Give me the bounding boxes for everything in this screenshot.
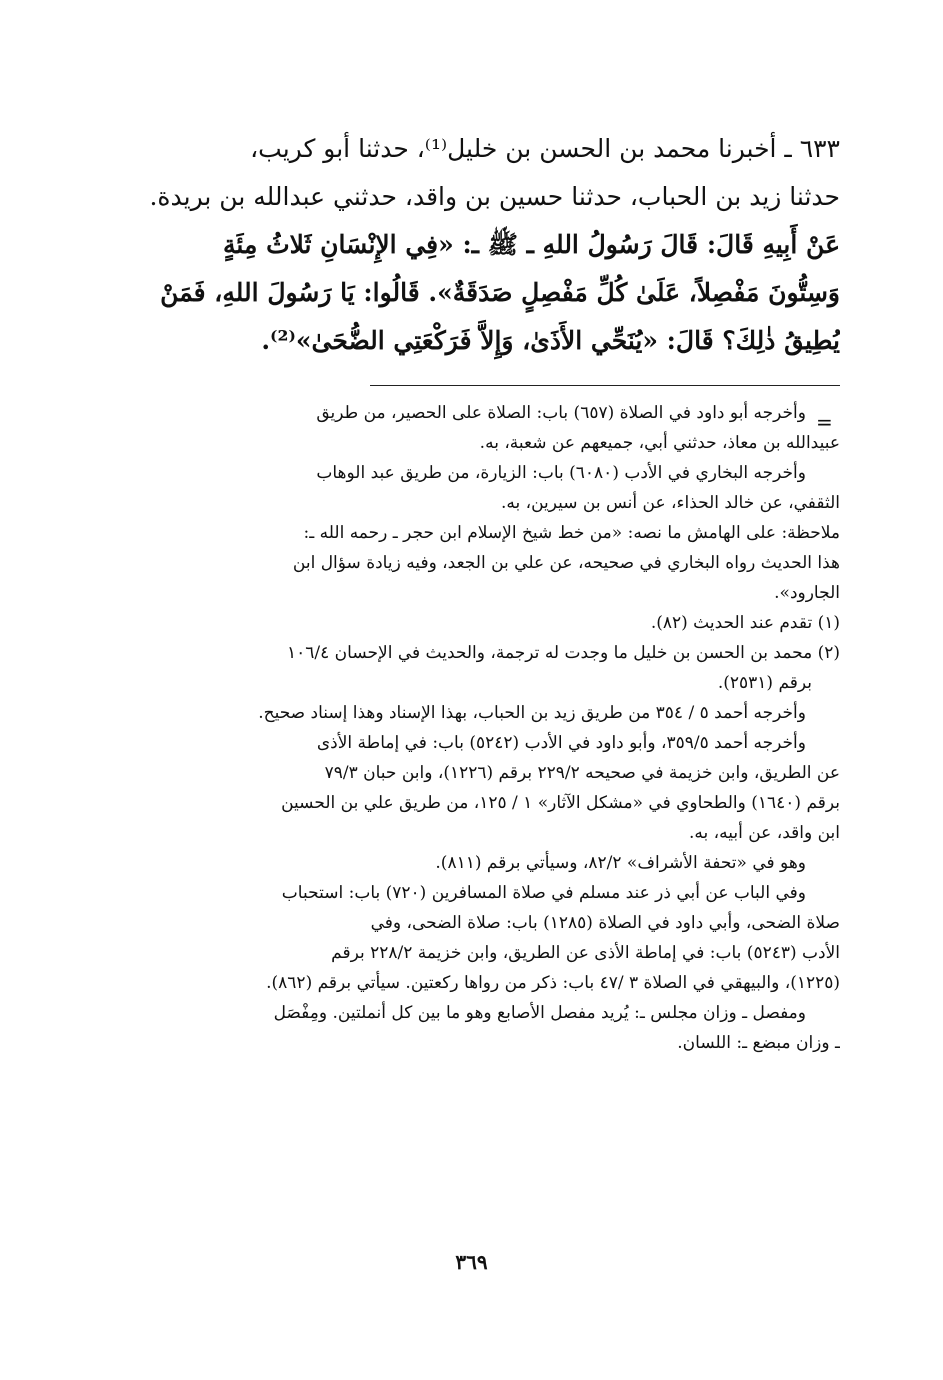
- note-line: وأخرجه البخاري في الأدب (٦٠٨٠) باب: الزيارة، من طريق عبد الوهاب: [316, 463, 806, 483]
- note-line: الثقفي، عن خالد الحذاء، عن أنس بن سيرين، به.: [500, 493, 840, 513]
- note-line: صلاة الضحى، وأبي داود في الصلاة (١٢٨٥) باب: صلاة الضحى، وفي: [370, 913, 840, 933]
- hadith-matn-line: وَسِتُّونَ مَفْصِلاً، عَلَىٰ كُلِّ مَفْصِلٍ صَدَقَةٌ». قَالُوا: يَا رَسُولَ اللهِ، فَمَنْ: [160, 278, 840, 307]
- note-line: وأخرجه أحمد ٥ / ٣٥٤ من طريق زيد بن الحباب، بهذا الإسناد وهذا إسناد صحيح.: [258, 703, 806, 723]
- page-number: ٣٦٩: [455, 1250, 488, 1274]
- note-line: ومفصل ـ وزان مجلس ـ: يُريد مفصل الأصابع وهو ما بين كل أنملتين. ومِفْصَل: [273, 1003, 806, 1023]
- note-line: (١٢٢٥)، والبيهقي في الصلاة ٣ /٤٧ باب: ذكر من رواها ركعتين. سيأتي برقم (٨٦٢).: [266, 973, 840, 993]
- note-line: هذا الحديث رواه البخاري في صحيحه، عن علي بن الجعد، وفيه زيادة سؤال ابن: [292, 553, 840, 573]
- footnote-1: (١) تقدم عند الحديث (٨٢).: [650, 613, 840, 633]
- note-line: وأخرجه أحمد ٣٥٩/٥، وأبو داود في الأدب (٥٢٤٢) باب: في إماطة الأذى: [316, 733, 806, 753]
- note-line: وهو في «تحفة الأشراف» ٨٢/٢، وسيأتي برقم (٨١١).: [435, 853, 806, 873]
- footnotes: [115, 398, 840, 1058]
- continuation-marker: =: [816, 410, 833, 434]
- note-line: الجارود».: [774, 583, 840, 603]
- note-line: الأدب (٥٢٤٣) باب: في إماطة الأذى عن الطريق، وابن خزيمة ٢٢٨/٢ برقم: [331, 943, 840, 963]
- hadith-line: حدثنا زيد بن الحباب، حدثنا حسين بن واقد، حدثني عبدالله بن بريدة.: [149, 182, 840, 211]
- hadith-line: ٦٣٣ ـ أخبرنا محمد بن الحسن بن خليل⁽¹⁾، حدثنا أبو كريب،: [250, 134, 840, 163]
- hadith-matn-line: عَنْ أَبِيهِ قَالَ: قَالَ رَسُولُ اللهِ ـ ﷺ ـ: «فِي الإِنْسَانِ ثَلاثُ مِئَةٍ: [223, 230, 840, 259]
- note-line: ملاحظة: على الهامش ما نصه: «من خط شيخ الإسلام ابن حجر ـ رحمه الله ـ:: [303, 523, 840, 543]
- hadith-text: [115, 125, 840, 365]
- note-line: عن الطريق، وابن خزيمة في صحيحه ٢٢٩/٢ برقم (١٢٢٦)، وابن حبان ٧٩/٣: [324, 763, 840, 783]
- note-line: ابن واقد، عن أبيه، به.: [689, 823, 840, 843]
- note-line: ـ وزان مبضع ـ: اللسان.: [677, 1033, 840, 1053]
- note-line: وأخرجه أبو داود في الصلاة (٦٥٧) باب: الصلاة على الحصير، من طريق: [316, 403, 806, 423]
- footnote-separator: [370, 385, 840, 386]
- hadith-matn-line: يُطِيقُ ذٰلِكَ؟ قَالَ: «يُنَحِّي الأَذَىٰ، وَإِلاَّ فَرَكْعَتِي الضُّحَىٰ»⁽²⁾.: [261, 326, 840, 355]
- footnote-2: (٢) محمد بن الحسن بن خليل ما وجدت له ترجمة، والحديث في الإحسان ١٠٦/٤: [287, 643, 840, 663]
- note-line: عبيدالله بن معاذ، حدثني أبي، جميعهم عن شعبة، به.: [479, 433, 840, 453]
- note-line: وفي الباب عن أبي ذر عند مسلم في صلاة المسافرين (٧٢٠) باب: استحباب: [281, 883, 806, 903]
- note-line: برقم (١٦٤٠) والطحاوي في «مشكل الآثار» ١ / ١٢٥، من طريق علي بن الحسين: [281, 793, 840, 813]
- note-line: برقم (٢٥٣١).: [717, 673, 812, 693]
